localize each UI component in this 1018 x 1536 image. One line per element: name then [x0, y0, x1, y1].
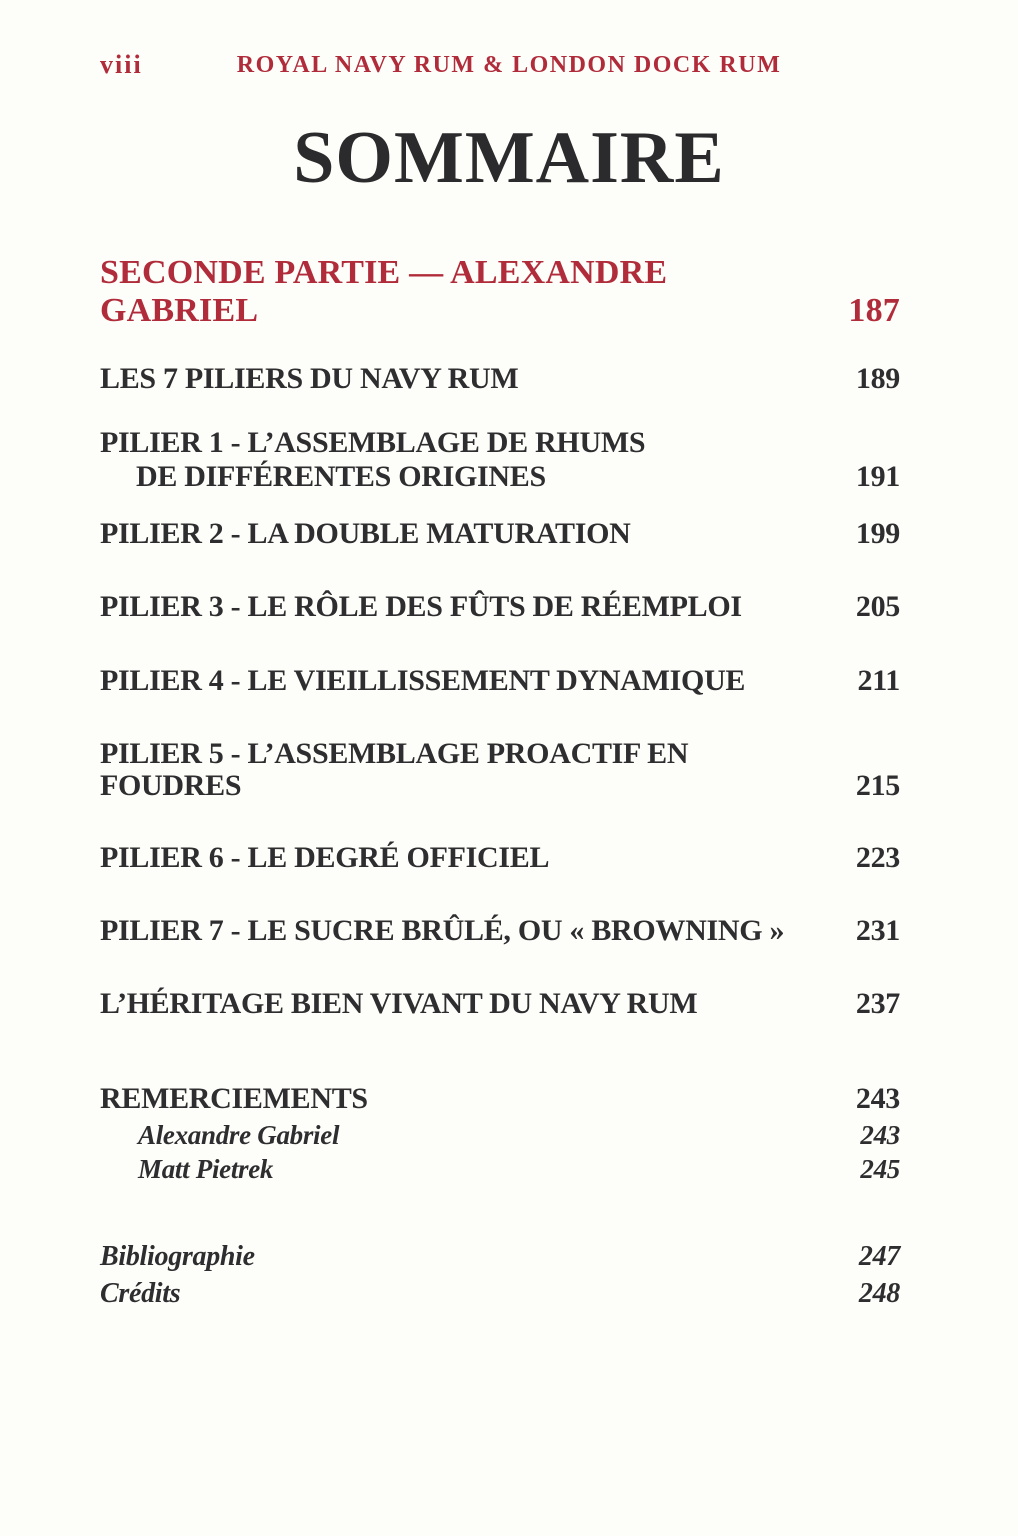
- toc-row: [100, 1153, 900, 1186]
- toc-page-number: 189: [855, 362, 900, 395]
- toc-label: PILIER 4 - LE VIEILLISSEMENT DYNAMIQUE: [100, 664, 746, 697]
- toc-label: PILIER 2 - LA DOUBLE MATURATION: [100, 517, 631, 550]
- toc-label: PILIER 7 - LE SUCRE BRÛLÉ, OU « BROWNING »: [100, 914, 785, 947]
- toc-row: [100, 988, 900, 1020]
- toc-label: PILIER 6 - LE DEGRÉ OFFICIEL: [100, 841, 550, 874]
- toc-label: Alexandre Gabriel: [138, 1120, 340, 1150]
- toc-page-number: 243: [855, 1082, 900, 1115]
- toc-row: [100, 738, 900, 802]
- toc-page-number: 231: [855, 914, 900, 947]
- toc-page-number: 237: [855, 987, 900, 1020]
- toc-page-number: 245: [860, 1154, 900, 1184]
- toc-row: [100, 1239, 900, 1275]
- toc-label: Crédits: [100, 1278, 181, 1309]
- folio-page-number: viii: [100, 50, 143, 79]
- toc-label: LES 7 PILIERS DU NAVY RUM: [100, 362, 519, 395]
- toc-row: [100, 426, 900, 494]
- toc-row: [100, 665, 900, 697]
- toc-row: [100, 1276, 900, 1312]
- toc-label: PILIER 3 - LE RÔLE DES FÛTS DE RÉEMPLOI: [100, 590, 742, 623]
- toc-label-line1: PILIER 1 - L’ASSEMBLAGE DE RHUMS: [100, 426, 646, 459]
- toc-page-number: 199: [855, 517, 900, 550]
- toc-label: [100, 426, 856, 494]
- toc-label: Bibliographie: [100, 1241, 255, 1272]
- toc-page-number: 223: [855, 841, 900, 874]
- toc-page-number: 187: [848, 292, 900, 329]
- table-of-contents: [100, 254, 900, 1312]
- toc-label: L’HÉRITAGE BIEN VIVANT DU NAVY RUM: [100, 987, 698, 1020]
- page-header: [0, 0, 1018, 84]
- toc-page-number: 211: [857, 664, 900, 697]
- toc-label: REMERCIEMENTS: [100, 1082, 368, 1115]
- toc-row: [100, 363, 900, 395]
- toc-row: [100, 915, 900, 947]
- toc-row: [100, 842, 900, 874]
- toc-row: [100, 1119, 900, 1152]
- toc-page-number: 191: [855, 460, 900, 493]
- toc-page-number: 215: [855, 769, 900, 802]
- toc-row: [100, 254, 900, 330]
- running-title: ROYAL NAVY RUM & LONDON DOCK RUM: [236, 52, 782, 78]
- toc-page-number: 248: [858, 1278, 900, 1309]
- page-title: SOMMAIRE: [293, 117, 725, 199]
- toc-label-line2: DE DIFFÉRENTES ORIGINES: [136, 460, 546, 493]
- toc-row: [100, 591, 900, 623]
- toc-row: [100, 518, 900, 550]
- toc-label: PILIER 5 - L’ASSEMBLAGE PROACTIF EN FOUDRES: [100, 737, 689, 802]
- toc-label: SECONDE PARTIE — ALEXANDRE GABRIEL: [100, 254, 668, 329]
- toc-label: Matt Pietrek: [138, 1154, 274, 1184]
- toc-row: [100, 1083, 900, 1115]
- toc-page-number: 243: [860, 1120, 900, 1150]
- toc-page-number: 205: [855, 590, 900, 623]
- toc-page-number: 247: [858, 1241, 900, 1272]
